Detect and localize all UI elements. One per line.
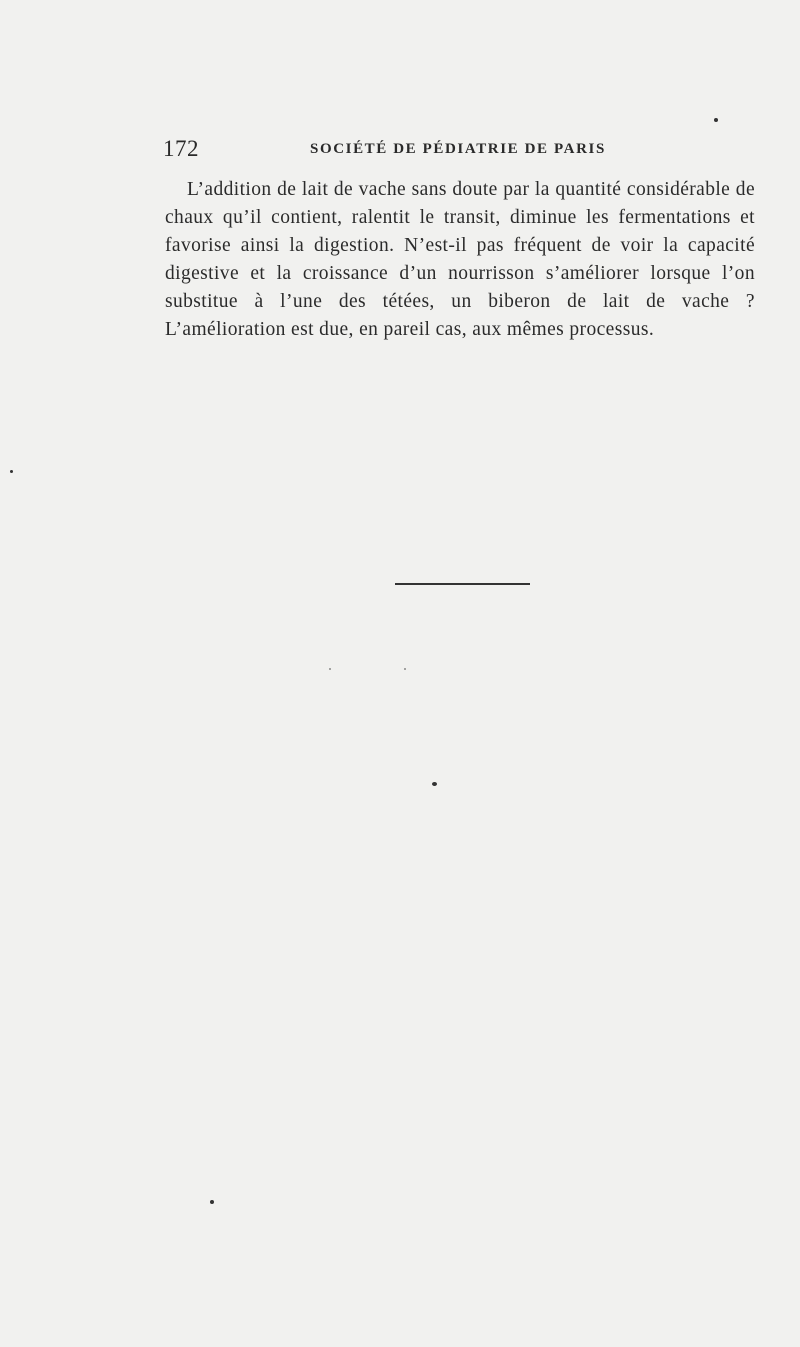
scan-speck [210, 1200, 214, 1204]
scan-speck [10, 470, 13, 473]
scan-speck [432, 782, 437, 786]
running-head [163, 136, 758, 164]
scan-speck [404, 668, 406, 670]
body-paragraph: L’addition de lait de vache sans doute par la quantité considérable de chaux qu’il contient, ralentit le transit, diminue les fermentations et favorise ainsi la digestion. N’est-il pas fréquent de voir la capacité digestive et la croissance d’un nourrisson s’améliorer lorsque l’on substitue à l’une des tétées, un biberon de lait de vache ? L’amélioration est due, en pareil cas, aux mêmes processus. [165, 179, 755, 340]
page-number: 172 [163, 136, 199, 161]
scan-speck [714, 118, 718, 122]
scan-speck [329, 668, 331, 670]
section-end-rule [395, 583, 530, 585]
journal-title: SOCIÉTÉ DE PÉDIATRIE DE PARIS [310, 141, 606, 157]
